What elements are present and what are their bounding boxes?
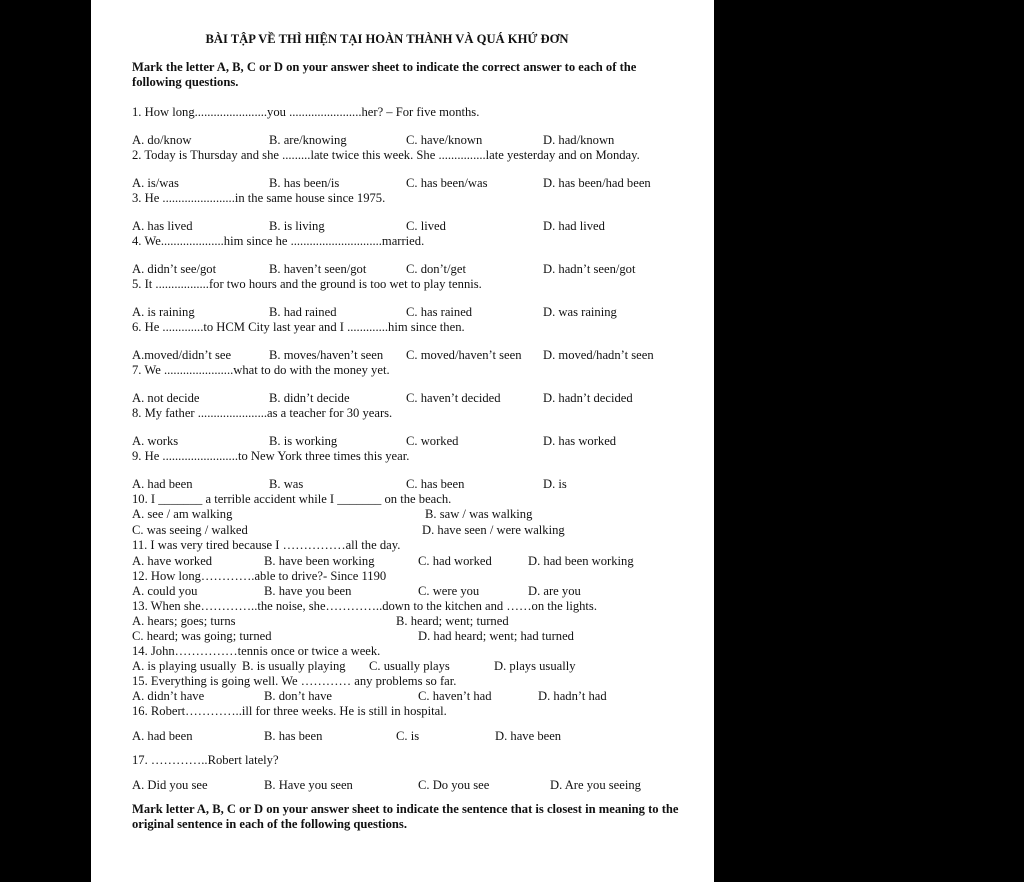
option-c: C. Do you see — [418, 778, 490, 792]
question-8: 8. My father ......................as a teacher for 30 years. — [132, 406, 393, 420]
option-d: D. moved/hadn’t seen — [543, 348, 654, 362]
option-b: B. was — [269, 477, 304, 491]
option-a: A. works — [132, 434, 179, 448]
option-b: B. saw / was walking — [425, 507, 533, 521]
option-c: C. lived — [406, 219, 446, 233]
question-2: 2. Today is Thursday and she .........late twice this week. She ...............late yesterday and on Monday. — [132, 148, 640, 162]
question-16: 16. Robert…………..ill for three weeks. He is still in hospital. — [132, 704, 447, 718]
option-a: A. do/know — [132, 133, 192, 147]
option-a: A. hears; goes; turns — [132, 614, 236, 628]
option-b: B. had rained — [269, 305, 337, 319]
question-12: 12. How long………….able to drive?- Since 1190 — [132, 569, 387, 583]
option-d: D. had heard; went; had turned — [418, 629, 574, 643]
option-c: C. worked — [406, 434, 459, 448]
option-d: D. had been working — [528, 554, 634, 568]
instruction-1: Mark the letter A, B, C or D on your answer sheet to indicate the correct answer to each of the following questions. — [132, 60, 637, 89]
option-a: A. has lived — [132, 219, 193, 233]
option-d: D. have seen / were walking — [422, 523, 565, 537]
option-d: D. was raining — [543, 305, 617, 319]
option-a: A. didn’t have — [132, 689, 205, 703]
option-c: C. had worked — [418, 554, 492, 568]
question-13: 13. When she…………..the noise, she…………..down to the kitchen and ……on the lights. — [132, 599, 597, 613]
page-title: BÀI TẬP VỀ THÌ HIỆN TẠI HOÀN THÀNH VÀ QUÁ KHỨ ĐƠN — [205, 32, 569, 46]
option-c: C. was seeing / walked — [132, 523, 248, 537]
option-c: C. were you — [418, 584, 480, 598]
option-c: C. haven’t had — [418, 689, 492, 703]
question-14: 14. John……………tennis once or twice a week. — [132, 644, 381, 658]
instruction-2: Mark letter A, B, C or D on your answer sheet to indicate the sentence that is closest in meaning to the original sentence in each of the following questions. — [132, 802, 679, 831]
option-c: C. haven’t decided — [406, 391, 501, 405]
question-4: 4. We....................him since he .............................married. — [132, 234, 425, 248]
option-b: B. is working — [269, 434, 338, 448]
option-a: A. had been — [132, 729, 193, 743]
question-7: 7. We ......................what to do with the money yet. — [132, 363, 390, 377]
question-1: 1. How long.......................you .......................her? – For five months. — [132, 105, 480, 119]
option-c: C. moved/haven’t seen — [406, 348, 522, 362]
option-d: D. had lived — [543, 219, 605, 233]
option-d: D. is — [543, 477, 567, 491]
option-a: A. Did you see — [132, 778, 208, 792]
option-d: D. hadn’t seen/got — [543, 262, 636, 276]
question-6: 6. He .............to HCM City last year and I .............him since then. — [132, 320, 465, 334]
option-a: A. could you — [132, 584, 198, 598]
option-d: D. have been — [495, 729, 562, 743]
option-c: C. has been — [406, 477, 465, 491]
option-d: D. hadn’t had — [538, 689, 607, 703]
option-d: D. hadn’t decided — [543, 391, 633, 405]
option-c: C. has been/was — [406, 176, 488, 190]
option-c: C. is — [396, 729, 420, 743]
option-a: A. not decide — [132, 391, 200, 405]
option-a: A. had been — [132, 477, 193, 491]
option-b: B. is living — [269, 219, 325, 233]
option-c: C. don’t/get — [406, 262, 466, 276]
option-c: C. have/known — [406, 133, 483, 147]
option-d: D. Are you seeing — [550, 778, 641, 792]
option-b: B. don’t have — [264, 689, 332, 703]
question-11: 11. I was very tired because I ……………all the day. — [132, 538, 401, 552]
option-b: B. didn’t decide — [269, 391, 350, 405]
question-3: 3. He .......................in the same house since 1975. — [132, 191, 386, 205]
option-b: B. has been/is — [269, 176, 340, 190]
question-10: 10. I _______ a terrible accident while I _______ on the beach. — [132, 492, 452, 506]
option-b: B. heard; went; turned — [396, 614, 509, 628]
question-5: 5. It .................for two hours and the ground is too wet to play tennis. — [132, 277, 482, 291]
option-b: B. have you been — [264, 584, 352, 598]
question-9: 9. He ........................to New York three times this year. — [132, 449, 410, 463]
option-a: A. didn’t see/got — [132, 262, 217, 276]
option-c: C. usually plays — [369, 659, 450, 673]
option-a: A. have worked — [132, 554, 213, 568]
option-b: B. moves/haven’t seen — [269, 348, 384, 362]
question-17: 17. …………..Robert lately? — [132, 753, 279, 767]
option-c: C. heard; was going; turned — [132, 629, 272, 643]
option-c: C. has rained — [406, 305, 473, 319]
option-b: B. are/knowing — [269, 133, 347, 147]
option-b: B. haven’t seen/got — [269, 262, 367, 276]
question-15: 15. Everything is going well. We ………… any problems so far. — [132, 674, 457, 688]
option-d: D. has been/had been — [543, 176, 651, 190]
document-page — [91, 0, 714, 882]
option-a: A. is/was — [132, 176, 179, 190]
option-d: D. has worked — [543, 434, 617, 448]
option-a: A.moved/didn’t see — [132, 348, 232, 362]
option-b: B. Have you seen — [264, 778, 353, 792]
option-d: D. had/known — [543, 133, 615, 147]
option-a: A. is raining — [132, 305, 195, 319]
option-b: B. has been — [264, 729, 323, 743]
option-d: D. plays usually — [494, 659, 576, 673]
option-b: B. is usually playing — [242, 659, 346, 673]
option-a: A. see / am walking — [132, 507, 233, 521]
option-b: B. have been working — [264, 554, 375, 568]
option-d: D. are you — [528, 584, 581, 598]
option-a: A. is playing usually — [132, 659, 237, 673]
